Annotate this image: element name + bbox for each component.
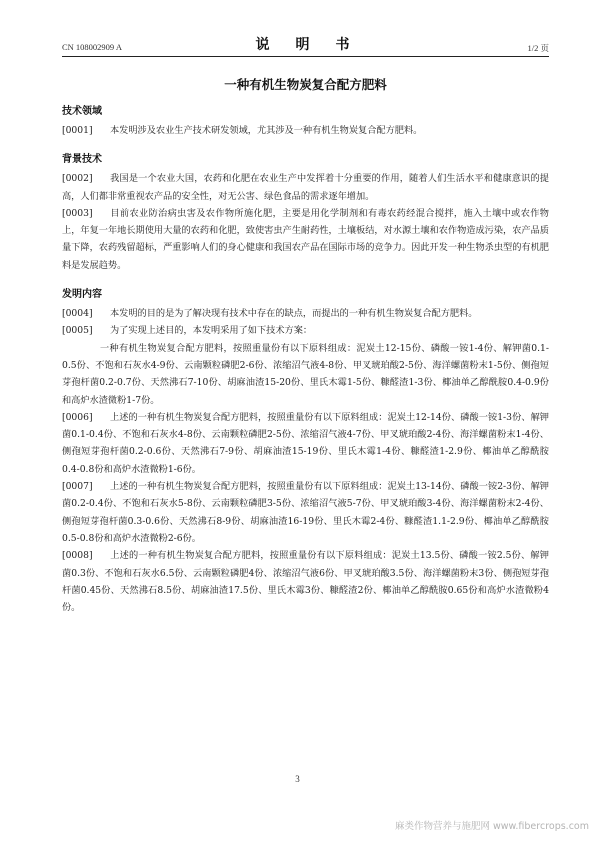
page-header <box>62 30 549 56</box>
site-watermark: 麻类作物营养与施肥网 www.fibercrops.com <box>394 821 589 832</box>
section-background <box>62 153 549 274</box>
paragraph-number: [0007] <box>62 481 93 493</box>
paragraph-text: 为了实现上述目的，本发明采用了如下技术方案： <box>110 325 313 337</box>
section-heading: 发明内容 <box>62 289 102 301</box>
section-heading: 技术领域 <box>62 106 102 117</box>
paragraph-number: [0006] <box>62 411 93 423</box>
paragraph <box>62 340 549 409</box>
publication-number: CN 108002909 A <box>62 42 122 52</box>
section-heading: 背景技术 <box>62 154 102 166</box>
paragraph <box>62 322 549 339</box>
paragraph-text: 本发明涉及农业生产技术研发领域，尤其涉及一种有机生物炭复合配方肥料。 <box>110 125 423 136</box>
paragraph-text: 目前农业防治病虫害及农作物所施化肥，主要是用化学制剂和有毒农药经混合搅拌，施入土壤中或农作物上，年复一年地长期使用大量的农药和化肥，致使害虫产生耐药性，土壤板结，对水源土壤和农作物造成污染，农产品质量下降，农药残留超标，严重影响人们的身心健康和我国农产品在国际市场的竞争力。因此开发一种生物杀虫型的有机肥料是发展趋势。 <box>62 207 549 271</box>
section-technical-field <box>62 105 549 139</box>
section-summary <box>62 288 549 616</box>
paragraph-text: 一种有机生物炭复合配方肥料，按照重量份有以下原料组成：泥炭土12-15份、磷酸一铵1-4份、解钾菌0.1-0.5份、不饱和石灰水4-9份、云南颗粒磷肥2-6份、浓缩沼气液4-8份、甲叉琥珀酸2-5份、海洋螺菌粉末1-5份、侧孢短芽孢杆菌0.2-0.7份、天然沸石7-10份、胡麻油渣15-20份、里氏木霉1-5份、糠醛渣1-3份、椰油单乙醇酰胺0.4-0.9份和高炉水渣微粉1-7份。 <box>62 342 549 406</box>
header-title: 说 明 书 <box>255 37 356 53</box>
paragraph-text: 我国是一个农业大国，农药和化肥在农业生产中发挥着十分重要的作用，随着人们生活水平和健康意识的提高，人们都非常重视农产品的安全性，对无公害、绿色食品的需求逐年增加。 <box>62 173 549 202</box>
header-divider <box>62 56 549 57</box>
paragraph-text: 上述的一种有机生物炭复合配方肥料，按照重量份有以下原料组成：泥炭土13.5份、磷酸一铵2.5份、解钾菌0.3份、不饱和石灰水6.5份、云南颗粒磷肥4份、浓缩沼气液6份、甲叉琥珀酸3.5份、海洋螺菌粉末3份、侧孢短芽孢杆菌0.45份、天然沸石8.5份、胡麻油渣17.5份、里氏木霉3份、糠醛渣2份、椰油单乙醇酰胺0.65份和高炉水渣微粉4份。 <box>62 550 549 614</box>
paragraph-number: [0003] <box>62 207 93 219</box>
page-number: 3 <box>295 774 300 784</box>
paragraph <box>62 305 549 322</box>
paragraph <box>62 547 549 616</box>
page-count: 1/2 页 <box>527 43 549 53</box>
paragraph <box>62 205 549 274</box>
paragraph-number: [0004] <box>62 308 93 320</box>
document-title: 一种有机生物炭复合配方肥料 <box>224 77 387 92</box>
paragraph-number: [0001] <box>62 125 93 136</box>
paragraph <box>62 409 549 478</box>
paragraph <box>62 122 549 139</box>
paragraph-text: 上述的一种有机生物炭复合配方肥料，按照重量份有以下原料组成：泥炭土13-14份、磷酸一铵2-3份、解钾菌0.2-0.4份、不饱和石灰水5-8份、云南颗粒磷肥3-5份、浓缩沼气液5-7份、甲叉琥珀酸3-4份、海洋螺菌粉末2-4份、侧孢短芽孢杆菌0.3-0.6份、天然沸石8-9份、胡麻油渣16-19份、里氏木霉2-4份、糠醛渣1.1-2.9份、椰油单乙醇酰胺0.5-0.8份和高炉水渣微粉2-6份。 <box>62 481 549 544</box>
paragraph <box>62 478 549 547</box>
paragraph-number: [0005] <box>62 325 93 337</box>
paragraph-text: 本发明的目的是为了解决现有技术中存在的缺点，而提出的一种有机生物炭复合配方肥料。 <box>110 308 478 320</box>
paragraph-text: 上述的一种有机生物炭复合配方肥料，按照重量份有以下原料组成：泥炭土12-14份、磷酸一铵1-3份、解钾菌0.1-0.4份、不饱和石灰水4-8份、云南颗粒磷肥2-5份、浓缩沼气液4-7份、甲叉琥珀酸2-4份、海洋螺菌粉末1-4份、侧孢短芽孢杆菌0.2-0.6份、天然沸石7-9份、胡麻油渣15-19份、里氏木霉1-4份、糠醛渣1-2.9份、椰油单乙醇酰胺0.4-0.8份和高炉水渣微粉1-6份。 <box>62 411 549 475</box>
paragraph-number: [0008] <box>62 550 93 562</box>
paragraph <box>62 170 549 205</box>
paragraph-number: [0002] <box>62 173 93 185</box>
document-body <box>62 105 549 616</box>
